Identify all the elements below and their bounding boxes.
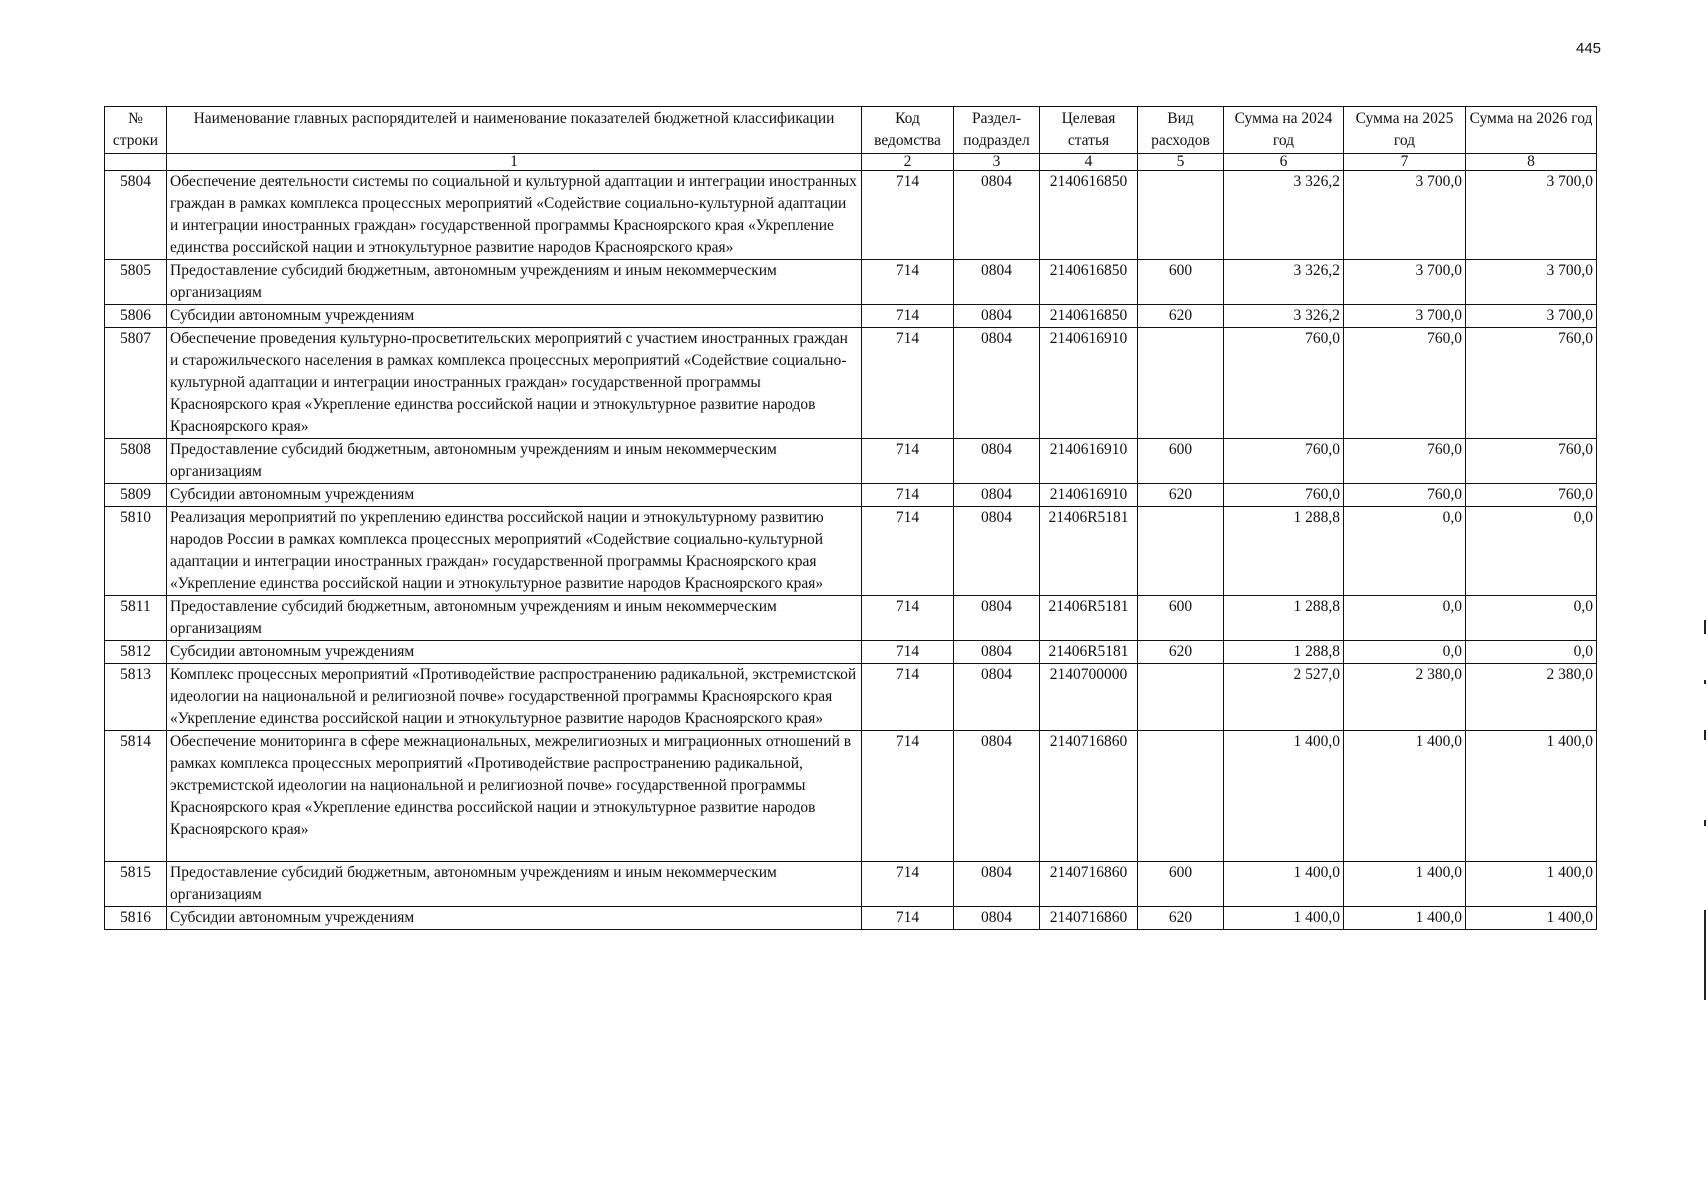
row-dept-code: 714 bbox=[862, 328, 954, 439]
row-number: 5805 bbox=[105, 260, 167, 305]
row-section: 0804 bbox=[954, 596, 1040, 641]
row-name: Предоставление субсидий бюджетным, автономным учреждениям и иным некоммерческим организациям bbox=[167, 862, 862, 907]
row-sum-2025: 0,0 bbox=[1344, 596, 1466, 641]
row-sum-2024: 760,0 bbox=[1224, 328, 1344, 439]
row-target-item: 2140616910 bbox=[1040, 484, 1138, 507]
row-expense-type bbox=[1138, 507, 1224, 596]
row-expense-type: 620 bbox=[1138, 907, 1224, 930]
row-sum-2025: 1 400,0 bbox=[1344, 862, 1466, 907]
table-row bbox=[105, 484, 1597, 507]
column-number: 7 bbox=[1344, 154, 1466, 171]
header-sum-2024: Сумма на 2024 год bbox=[1224, 107, 1344, 154]
row-sum-2026: 3 700,0 bbox=[1466, 305, 1597, 328]
row-sum-2025: 760,0 bbox=[1344, 328, 1466, 439]
row-sum-2024: 3 326,2 bbox=[1224, 260, 1344, 305]
row-sum-2026: 0,0 bbox=[1466, 641, 1597, 664]
row-expense-type bbox=[1138, 171, 1224, 260]
row-number: 5813 bbox=[105, 664, 167, 731]
row-expense-type: 620 bbox=[1138, 305, 1224, 328]
row-expense-type bbox=[1138, 731, 1224, 862]
row-section: 0804 bbox=[954, 641, 1040, 664]
row-sum-2026: 1 400,0 bbox=[1466, 862, 1597, 907]
table-row bbox=[105, 664, 1597, 731]
row-sum-2024: 760,0 bbox=[1224, 484, 1344, 507]
row-name: Комплекс процессных мероприятий «Противодействие распространению радикальной, экстремистской идеологии на национальной и религиозной почве» государственной программы Красноярского края «Укрепление единства российской нации и этнокультурное развитие народов Красноярского края» bbox=[167, 664, 862, 731]
row-target-item: 2140616910 bbox=[1040, 328, 1138, 439]
header-sum-2026: Сумма на 2026 год bbox=[1466, 107, 1597, 154]
row-dept-code: 714 bbox=[862, 596, 954, 641]
row-target-item: 2140616850 bbox=[1040, 260, 1138, 305]
column-number: 1 bbox=[167, 154, 862, 171]
row-target-item: 2140616850 bbox=[1040, 171, 1138, 260]
row-sum-2025: 0,0 bbox=[1344, 507, 1466, 596]
header-row bbox=[105, 107, 1597, 154]
table-row bbox=[105, 641, 1597, 664]
row-name: Обеспечение проведения культурно-просветительских мероприятий с участием иностранных граждан и старожильческого населения в рамках комплекса процессных мероприятий «Содействие социально-культурной адаптации и интеграции иностранных граждан» государственной программы Красноярского края «Укрепление единства российской нации и этнокультурное развитие народов Красноярского края» bbox=[167, 328, 862, 439]
row-sum-2026: 3 700,0 bbox=[1466, 260, 1597, 305]
row-sum-2025: 2 380,0 bbox=[1344, 664, 1466, 731]
row-dept-code: 714 bbox=[862, 907, 954, 930]
column-number: 8 bbox=[1466, 154, 1597, 171]
column-number: 3 bbox=[954, 154, 1040, 171]
row-sum-2026: 760,0 bbox=[1466, 328, 1597, 439]
row-section: 0804 bbox=[954, 484, 1040, 507]
row-sum-2024: 3 326,2 bbox=[1224, 305, 1344, 328]
row-dept-code: 714 bbox=[862, 862, 954, 907]
row-section: 0804 bbox=[954, 260, 1040, 305]
row-section: 0804 bbox=[954, 507, 1040, 596]
row-target-item: 2140716860 bbox=[1040, 862, 1138, 907]
header-target-item: Целевая статья bbox=[1040, 107, 1138, 154]
row-sum-2025: 3 700,0 bbox=[1344, 260, 1466, 305]
row-name: Обеспечение деятельности системы по социальной и культурной адаптации и интеграции иностранных граждан в рамках комплекса процессных мероприятий «Содействие социально-культурной адаптации и интеграции иностранных граждан» государственной программы Красноярского края «Укрепление единства российской нации и этнокультурное развитие народов Красноярского края» bbox=[167, 171, 862, 260]
row-sum-2026: 0,0 bbox=[1466, 596, 1597, 641]
table-row bbox=[105, 907, 1597, 930]
row-dept-code: 714 bbox=[862, 507, 954, 596]
row-sum-2026: 760,0 bbox=[1466, 484, 1597, 507]
row-dept-code: 714 bbox=[862, 171, 954, 260]
row-section: 0804 bbox=[954, 862, 1040, 907]
row-name: Предоставление субсидий бюджетным, автономным учреждениям и иным некоммерческим организациям bbox=[167, 260, 862, 305]
row-expense-type: 600 bbox=[1138, 260, 1224, 305]
row-dept-code: 714 bbox=[862, 664, 954, 731]
row-target-item: 21406R5181 bbox=[1040, 507, 1138, 596]
row-number: 5816 bbox=[105, 907, 167, 930]
row-section: 0804 bbox=[954, 171, 1040, 260]
row-section: 0804 bbox=[954, 907, 1040, 930]
row-sum-2024: 3 326,2 bbox=[1224, 171, 1344, 260]
header-name: Наименование главных распорядителей и наименование показателей бюджетной классификации bbox=[167, 107, 862, 154]
row-target-item: 2140700000 bbox=[1040, 664, 1138, 731]
row-sum-2025: 0,0 bbox=[1344, 641, 1466, 664]
row-number: 5807 bbox=[105, 328, 167, 439]
row-dept-code: 714 bbox=[862, 305, 954, 328]
row-number: 5812 bbox=[105, 641, 167, 664]
row-sum-2025: 3 700,0 bbox=[1344, 171, 1466, 260]
row-sum-2026: 3 700,0 bbox=[1466, 171, 1597, 260]
row-dept-code: 714 bbox=[862, 484, 954, 507]
table-row bbox=[105, 305, 1597, 328]
row-sum-2024: 1 400,0 bbox=[1224, 907, 1344, 930]
row-section: 0804 bbox=[954, 731, 1040, 862]
header-row-no: № строки bbox=[105, 107, 167, 154]
row-sum-2025: 760,0 bbox=[1344, 439, 1466, 484]
column-number-row bbox=[105, 154, 1597, 171]
row-name: Предоставление субсидий бюджетным, автономным учреждениям и иным некоммерческим организациям bbox=[167, 439, 862, 484]
header-sum-2025: Сумма на 2025 год bbox=[1344, 107, 1466, 154]
row-expense-type: 600 bbox=[1138, 862, 1224, 907]
table-row bbox=[105, 260, 1597, 305]
row-expense-type: 620 bbox=[1138, 641, 1224, 664]
row-target-item: 21406R5181 bbox=[1040, 641, 1138, 664]
row-name: Предоставление субсидий бюджетным, автономным учреждениям и иным некоммерческим организациям bbox=[167, 596, 862, 641]
row-dept-code: 714 bbox=[862, 260, 954, 305]
row-sum-2024: 760,0 bbox=[1224, 439, 1344, 484]
row-name: Субсидии автономным учреждениям bbox=[167, 484, 862, 507]
row-expense-type bbox=[1138, 664, 1224, 731]
row-name: Обеспечение мониторинга в сфере межнациональных, межрелигиозных и миграционных отношений в рамках комплекса процессных мероприятий «Противодействие распространению радикальной, экстремистской идеологии на национальной и религиозной почве» государственной программы Красноярского края «Укрепление единства российской нации и этнокультурное развитие народов Красноярского края» bbox=[167, 731, 862, 862]
column-number: 6 bbox=[1224, 154, 1344, 171]
row-dept-code: 714 bbox=[862, 439, 954, 484]
row-target-item: 2140716860 bbox=[1040, 907, 1138, 930]
row-target-item: 2140616910 bbox=[1040, 439, 1138, 484]
row-section: 0804 bbox=[954, 664, 1040, 731]
row-sum-2024: 2 527,0 bbox=[1224, 664, 1344, 731]
table-row bbox=[105, 328, 1597, 439]
row-sum-2024: 1 288,8 bbox=[1224, 596, 1344, 641]
scan-edge-marks bbox=[1704, 620, 1706, 1020]
row-number: 5810 bbox=[105, 507, 167, 596]
header-dept-code: Код ведомства bbox=[862, 107, 954, 154]
row-number: 5815 bbox=[105, 862, 167, 907]
header-expense-type: Вид расходов bbox=[1138, 107, 1224, 154]
row-expense-type: 600 bbox=[1138, 439, 1224, 484]
row-section: 0804 bbox=[954, 439, 1040, 484]
column-number: 5 bbox=[1138, 154, 1224, 171]
row-number: 5814 bbox=[105, 731, 167, 862]
header-section: Раздел-подраздел bbox=[954, 107, 1040, 154]
row-name: Субсидии автономным учреждениям bbox=[167, 641, 862, 664]
row-sum-2026: 2 380,0 bbox=[1466, 664, 1597, 731]
column-number bbox=[105, 154, 167, 171]
row-section: 0804 bbox=[954, 305, 1040, 328]
row-sum-2025: 1 400,0 bbox=[1344, 731, 1466, 862]
row-sum-2026: 1 400,0 bbox=[1466, 907, 1597, 930]
row-number: 5806 bbox=[105, 305, 167, 328]
table-row bbox=[105, 596, 1597, 641]
row-sum-2026: 760,0 bbox=[1466, 439, 1597, 484]
row-number: 5804 bbox=[105, 171, 167, 260]
row-target-item: 2140716860 bbox=[1040, 731, 1138, 862]
row-sum-2025: 3 700,0 bbox=[1344, 305, 1466, 328]
row-sum-2024: 1 288,8 bbox=[1224, 641, 1344, 664]
page-number: 445 bbox=[1576, 40, 1602, 57]
budget-table bbox=[104, 106, 1597, 930]
row-expense-type: 620 bbox=[1138, 484, 1224, 507]
row-name: Субсидии автономным учреждениям bbox=[167, 907, 862, 930]
row-number: 5811 bbox=[105, 596, 167, 641]
row-sum-2024: 1 288,8 bbox=[1224, 507, 1344, 596]
row-target-item: 2140616850 bbox=[1040, 305, 1138, 328]
table-row bbox=[105, 862, 1597, 907]
row-dept-code: 714 bbox=[862, 731, 954, 862]
row-sum-2024: 1 400,0 bbox=[1224, 862, 1344, 907]
column-number: 2 bbox=[862, 154, 954, 171]
row-sum-2026: 1 400,0 bbox=[1466, 731, 1597, 862]
row-dept-code: 714 bbox=[862, 641, 954, 664]
row-sum-2026: 0,0 bbox=[1466, 507, 1597, 596]
row-section: 0804 bbox=[954, 328, 1040, 439]
row-sum-2024: 1 400,0 bbox=[1224, 731, 1344, 862]
table-row bbox=[105, 439, 1597, 484]
table-row bbox=[105, 731, 1597, 862]
column-number: 4 bbox=[1040, 154, 1138, 171]
row-expense-type: 600 bbox=[1138, 596, 1224, 641]
row-number: 5809 bbox=[105, 484, 167, 507]
row-sum-2025: 1 400,0 bbox=[1344, 907, 1466, 930]
row-name: Реализация мероприятий по укреплению единства российской нации и этнокультурному развитию народов России в рамках комплекса процессных мероприятий «Содействие социально-культурной адаптации и интеграции иностранных граждан» государственной программы Красноярского края «Укрепление единства российской нации и этнокультурное развитие народов Красноярского края» bbox=[167, 507, 862, 596]
table-row bbox=[105, 507, 1597, 596]
row-sum-2025: 760,0 bbox=[1344, 484, 1466, 507]
table-row bbox=[105, 171, 1597, 260]
row-name: Субсидии автономным учреждениям bbox=[167, 305, 862, 328]
row-expense-type bbox=[1138, 328, 1224, 439]
row-number: 5808 bbox=[105, 439, 167, 484]
row-target-item: 21406R5181 bbox=[1040, 596, 1138, 641]
